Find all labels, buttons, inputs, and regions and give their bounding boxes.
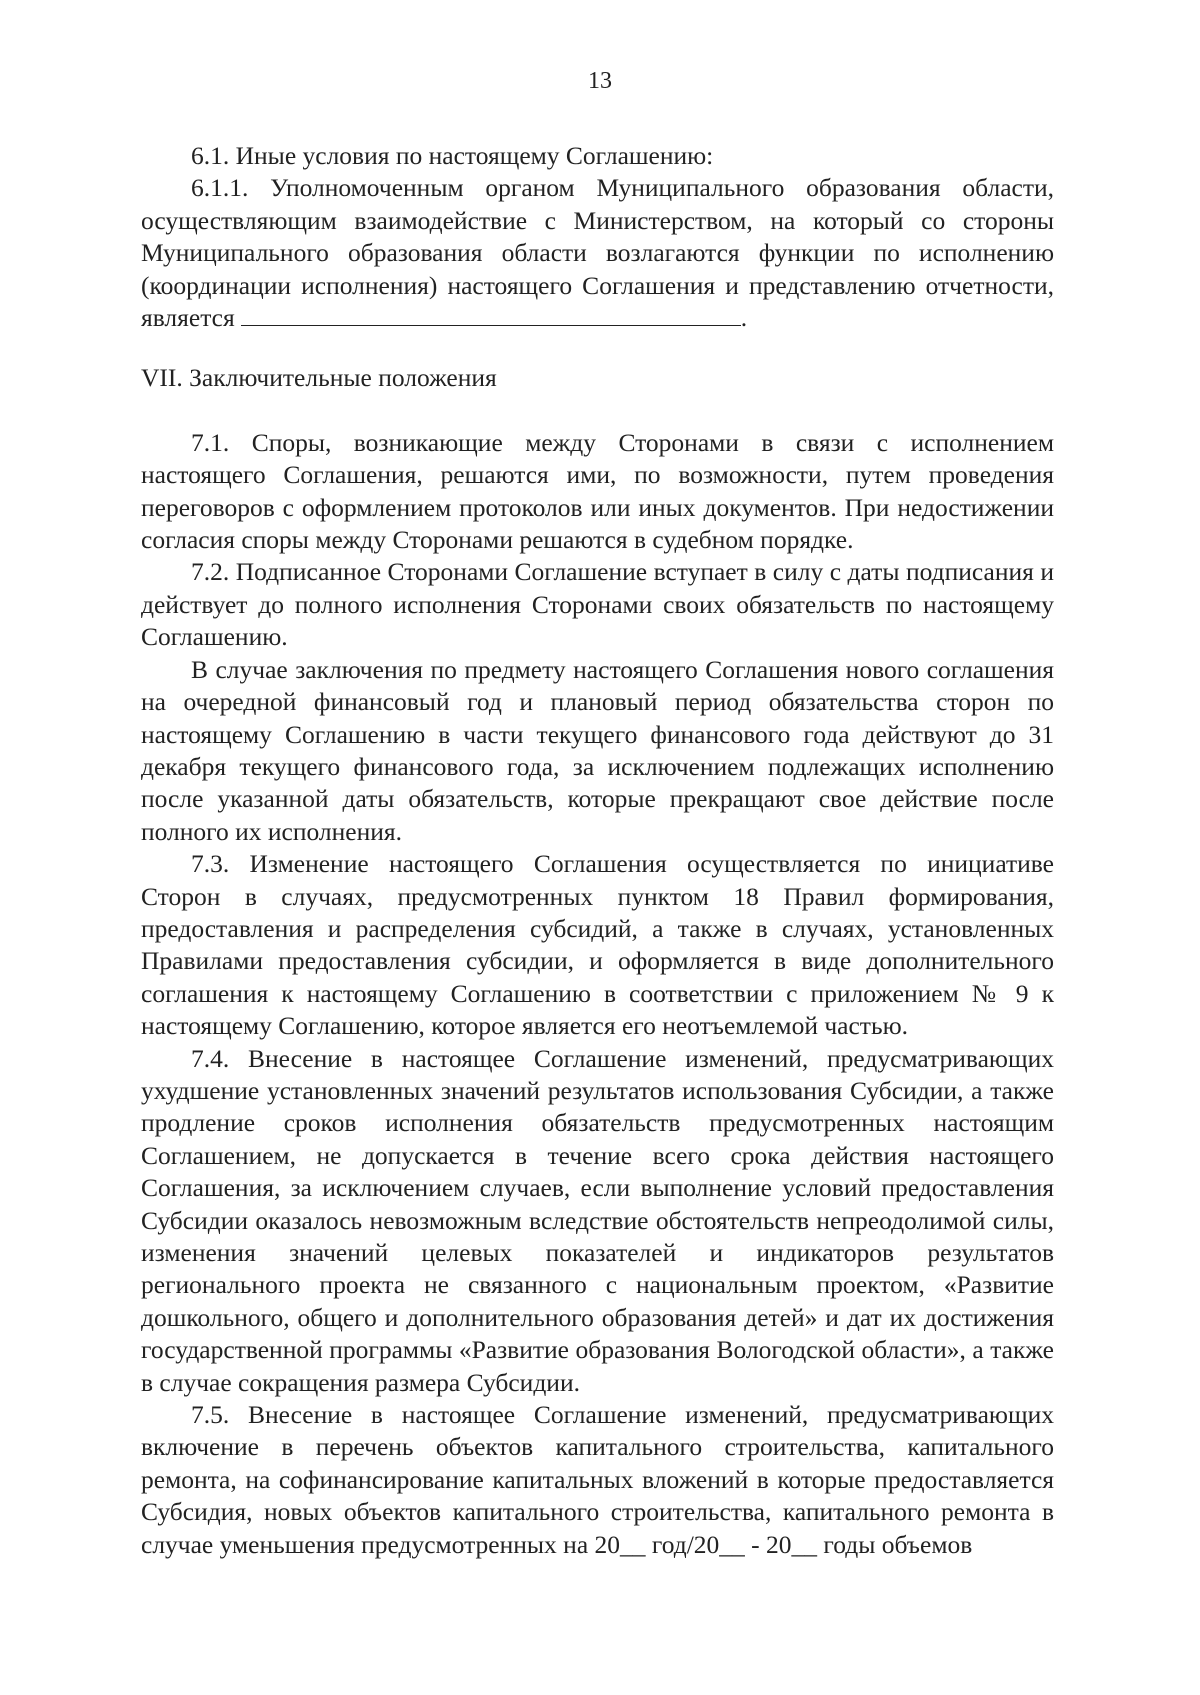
paragraph-6-1-1-text: 6.1.1. Уполномоченным органом Муниципального образования области, осуществляющим взаимодействие с Министерством, на который со стороны Муниципального образования области возлагаются функции по исполнению (координации исполнения) настоящего Соглашения и представлению отчетности, является (141, 173, 1054, 333)
fill-in-blank (241, 305, 741, 326)
paragraph-7-4: 7.4. Внесение в настоящее Соглашение изменений, предусматривающих ухудшение установленных значений результатов использования Субсидии, а также продление сроков исполнения обязательств предусмотренных настоящим Соглашением, не допускается в течение всего срока действия настоящего Соглашения, за исключением случаев, если выполнение условий предоставления Субсидии оказалось невозможным вследствие обстоятельств непреодолимой силы, изменения значений целевых показателей и индикаторов результатов регионального проекта не связанного с национальным проектом, «Развитие дошкольного, общего и дополнительного образования детей» и дат их достижения государственной программы «Развитие образования Вологодской области», а также в случае сокращения размера Субсидии. (141, 1043, 1054, 1397)
paragraph-7-3: 7.3. Изменение настоящего Соглашения осуществляется по инициативе Сторон в случаях, предусмотренных пунктом 18 Правил формирования, предоставления и распределения субсидий, а также в случаях, установленных Правилами предоставления субсидии, и оформляется в виде дополнительного соглашения к настоящему Соглашению в соответствии с приложением № 9 к настоящему Соглашению, которое является его неотъемлемой частью. (141, 849, 1054, 1041)
paragraph-7-5: 7.5. Внесение в настоящее Соглашение изменений, предусматривающих включение в перечень объектов капитального строительства, капитального ремонта, на софинансирование капитальных вложений в которые предоставляется Субсидия, новых объектов капитального строительства, капитального ремонта в случае уменьшения предусмотренных на 20__ год/20__ - 20__ годы объемов (141, 1400, 1054, 1559)
paragraph-6-1: 6.1. Иные условия по настоящему Соглашению: (191, 141, 714, 170)
page-number: 13 (588, 68, 612, 94)
paragraph-7-1: 7.1. Споры, возникающие между Сторонами в связи с исполнением настоящего Соглашения, решаются ими, по возможности, путем проведения переговоров с оформлением протоколов или иных документов. При недостижении согласия споры между Сторонами решаются в судебном порядке. (141, 427, 1054, 555)
section-heading: VII. Заключительные положения (141, 363, 497, 393)
document-body (141, 140, 1054, 1561)
paragraph-7-2: 7.2. Подписанное Сторонами Соглашение вступает в силу с даты подписания и действует до полного исполнения Сторонами своих обязательств по настоящему Соглашению. (141, 557, 1054, 652)
paragraph-7-2-b: В случае заключения по предмету настоящего Соглашения нового соглашения на очередной финансовый год и плановый период обязательства сторон по настоящему Соглашению в части текущего финансового года действуют до 31 декабря текущего финансового года, за исключением подлежащих исполнению после указанной даты обязательств, которые прекращают свое действие после полного их исполнения. (141, 654, 1054, 846)
paragraph-6-1-1-end: . (740, 303, 748, 333)
paragraph-6-1-1 (141, 172, 1054, 334)
